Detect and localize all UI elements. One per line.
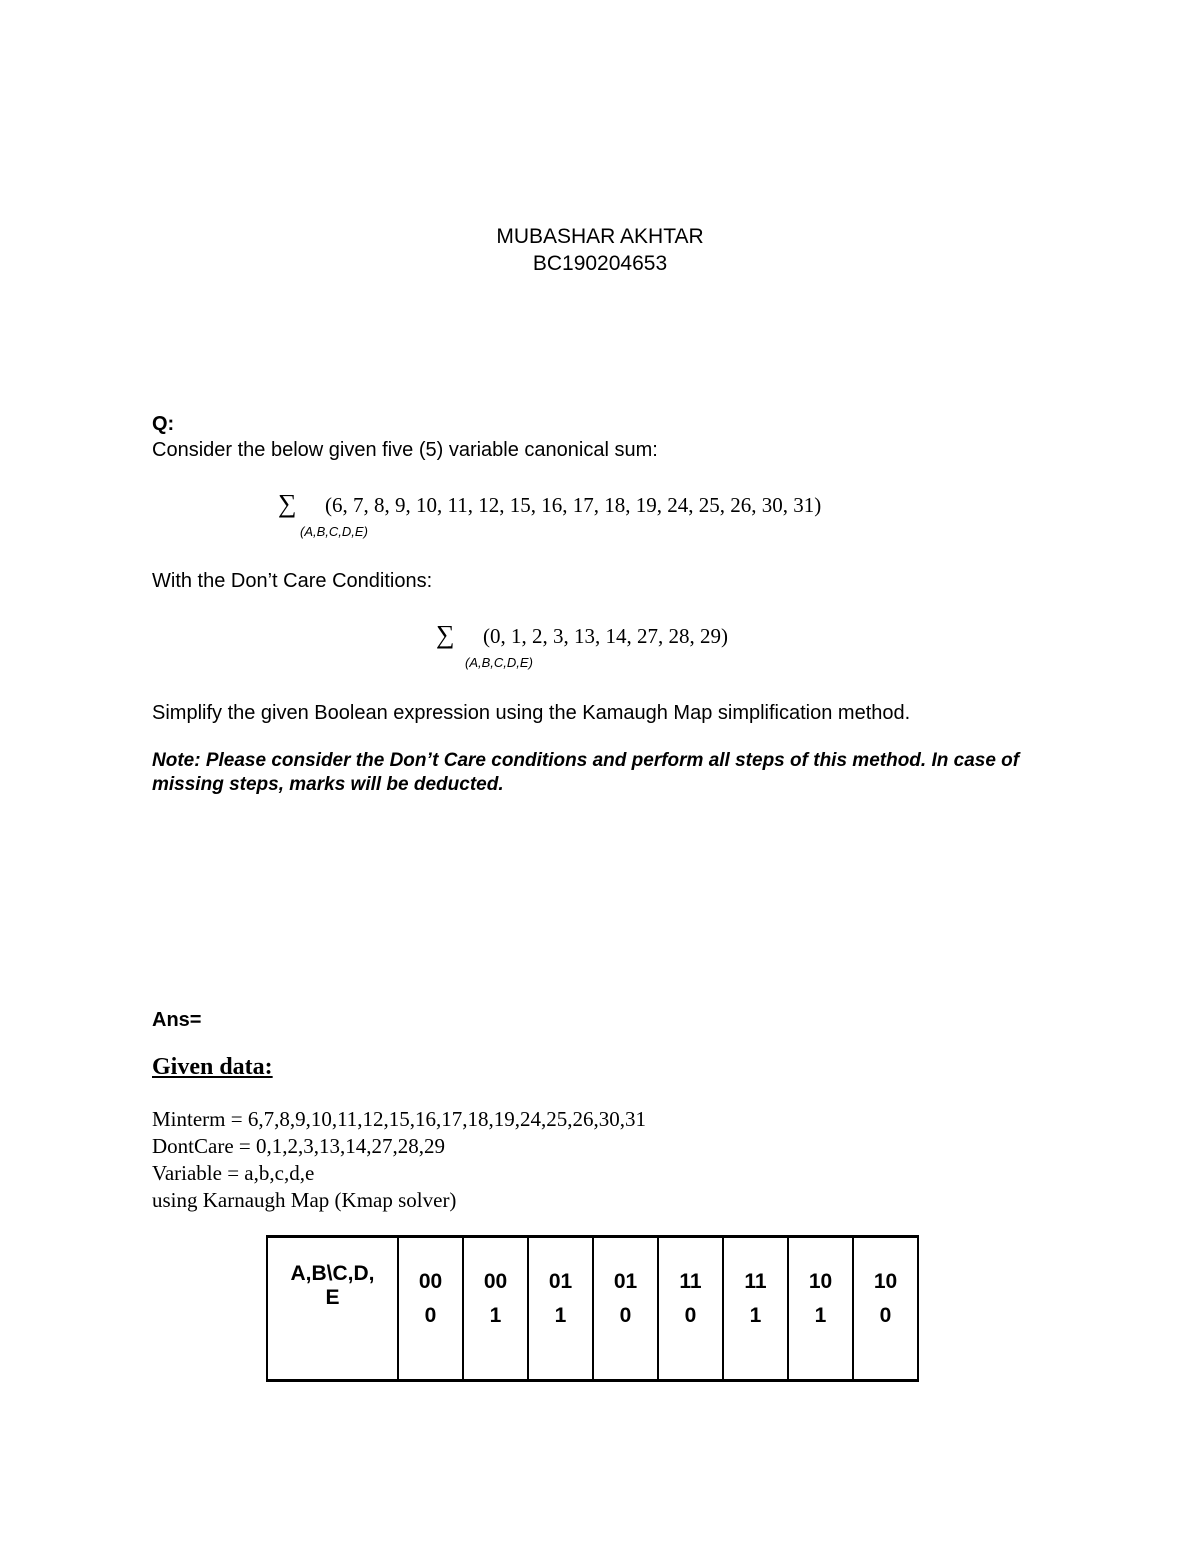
sigma-symbol: ∑ <box>436 620 455 649</box>
kmap-col-110: 11 0 <box>658 1237 723 1381</box>
dontcare-line: DontCare = 0,1,2,3,13,14,27,28,29 <box>152 1134 445 1158</box>
kmap-col-111: 11 1 <box>723 1237 788 1381</box>
kmap-corner-cell: A,B\C,D, E <box>267 1237 398 1381</box>
minterm-list: (6, 7, 8, 9, 10, 11, 12, 15, 16, 17, 18, 19, 24, 25, 26, 30, 31) <box>325 493 822 517</box>
instruction-text: Simplify the given Boolean expression using the Kamaugh Map simplification method. <box>152 702 911 724</box>
kmap-col-100: 10 0 <box>853 1237 918 1381</box>
dont-care-list: (0, 1, 2, 3, 13, 14, 27, 28, 29) <box>483 624 729 648</box>
question-label: Q: <box>152 413 175 435</box>
canonical-sum <box>278 489 821 519</box>
dont-care-subscript: (A,B,C,D,E) <box>465 655 533 670</box>
kmap-col-101: 10 1 <box>788 1237 853 1381</box>
kmap-col-000: 00 0 <box>398 1237 463 1381</box>
author-name: MUBASHAR AKHTAR <box>496 225 704 248</box>
kmap-col-010: 01 0 <box>593 1237 658 1381</box>
sum-subscript: (A,B,C,D,E) <box>300 524 368 539</box>
variable-line: Variable = a,b,c,d,e <box>152 1161 315 1185</box>
kmap-table <box>266 1235 919 1382</box>
dont-care-intro: With the Don’t Care Conditions: <box>152 570 433 592</box>
answer-label: Ans= <box>152 1009 202 1031</box>
minterm-line: Minterm = 6,7,8,9,10,11,12,15,16,17,18,19,24,25,26,30,31 <box>152 1107 647 1131</box>
method-line: using Karnaugh Map (Kmap solver) <box>152 1188 457 1212</box>
given-data-heading: Given data: <box>152 1054 273 1080</box>
note-text: Note: Please consider the Don’t Care conditions and perform all steps of this method. In case of missing steps, marks will be deducted. <box>152 750 1020 795</box>
kmap-col-001: 00 1 <box>463 1237 528 1381</box>
student-id: BC190204653 <box>532 252 668 275</box>
kmap-col-011: 01 1 <box>528 1237 593 1381</box>
sigma-symbol: ∑ <box>278 489 297 518</box>
given-data-block <box>152 1106 646 1214</box>
kmap-header-row <box>267 1237 918 1381</box>
question-intro: Consider the below given five (5) variable canonical sum: <box>152 439 658 461</box>
dont-care-sum <box>436 620 728 650</box>
